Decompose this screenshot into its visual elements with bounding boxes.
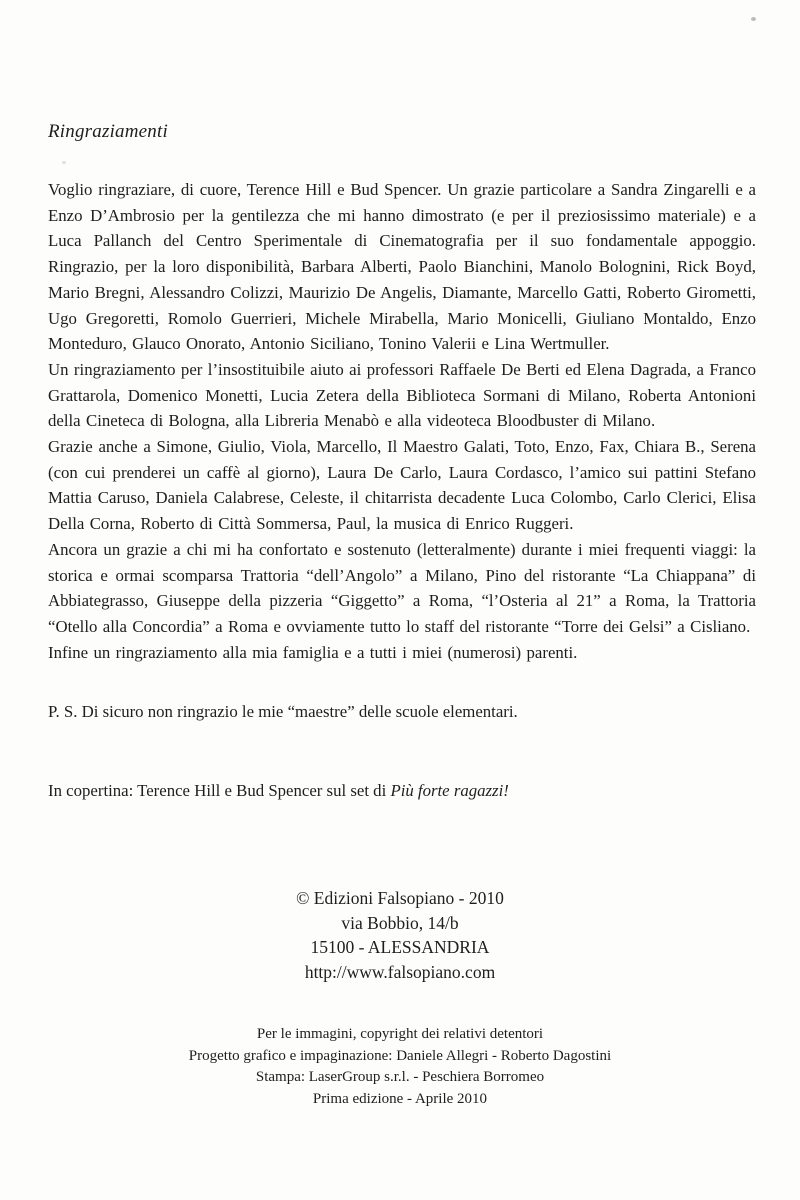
publisher-line-copyright: © Edizioni Falsopiano - 2010: [296, 888, 504, 908]
colophon-block: [0, 1024, 800, 1110]
paragraph-thanks-restaurants: Ancora un grazie a chi mi ha confortato e sostenuto (letteralmente) durante i miei frequenti viaggi: la storica e ormai scomparsa Trattoria “dell’Angolo” a Milano, Pino del ristorante “La Chiappana” di Abbiategrasso, Giuseppe della pizzeria “Giggetto” a Roma, “l’Osteria al 21” a Roma, la Trattoria “Otello alla Concordia” a Roma e ovviamente tutto lo staff del ristorante “Torre dei Gelsi” a Cisliano.: [48, 539, 756, 636]
scan-speck-faint: [62, 161, 66, 164]
scan-speck: [751, 17, 756, 21]
postscript-line: P. S. Di sicuro non ringrazio le mie “maestre” delle scuole elementari.: [48, 702, 518, 721]
cover-credit-text: In copertina: Terence Hill e Bud Spencer sul set di: [48, 781, 391, 800]
acknowledgments-body: [48, 177, 756, 665]
cover-credit-line: [48, 781, 756, 801]
publisher-line-city: 15100 - ALESSANDRIA: [310, 937, 490, 957]
colophon-line-printer: Stampa: LaserGroup s.r.l. - Peschiera Borromeo: [255, 1069, 545, 1085]
paragraph-thanks-main: Voglio ringraziare, di cuore, Terence Hill e Bud Spencer. Un grazie particolare a Sandra Zingarelli e a Enzo D’Ambrosio per la gentilezza che mi hanno dimostrato (e per il preziosissimo materiale) e a Luca Pallanch del Centro Sperimentale di Cinematografia per il suo fondamentale appoggio. Ringrazio, per la loro disponibilità, Barbara Alberti, Paolo Bianchini, Manolo Bolognini, Rick Boyd, Mario Bregni, Alessandro Colizzi, Maurizio De Angelis, Diamante, Marcello Gatti, Roberto Girometti, Ugo Gregoretti, Romolo Guerrieri, Michele Mirabella, Mario Monicelli, Giuliano Montaldo, Enzo Monteduro, Glauco Onorato, Antonio Siciliano, Tonino Valerii e Lina Wertmuller.: [48, 180, 756, 354]
publisher-block: [0, 886, 800, 984]
colophon-line-design: Progetto grafico e impaginazione: Daniele Allegri - Roberto Dagostini: [188, 1047, 612, 1064]
colophon-line-images: Per le immagini, copyright dei relativi detentori: [256, 1026, 544, 1042]
publisher-line-url: http://www.falsopiano.com: [304, 961, 496, 982]
paragraph-thanks-family: Infine un ringraziamento alla mia famiglia e a tutti i miei (numerosi) parenti.: [48, 642, 578, 662]
paragraph-thanks-friends: Grazie anche a Simone, Giulio, Viola, Marcello, Il Maestro Galati, Toto, Enzo, Fax, Chiara B., Serena (con cui prenderei un caffè al giorno), Laura De Carlo, Laura Cordasco, l’amico sui pattini Stefano Mattia Caruso, Daniela Calabrese, Celeste, il chitarrista decadente Luca Colombo, Carlo Clerici, Elisa Della Corna, Roberto di Città Sommersa, Paul, la musica di Enrico Ruggeri.: [48, 437, 756, 534]
publisher-line-address: via Bobbio, 14/b: [341, 912, 459, 933]
film-title: Più forte ragazzi!: [390, 781, 509, 800]
page-title: Ringraziamenti: [48, 121, 168, 142]
paragraph-thanks-professors: Un ringraziamento per l’insostituibile aiuto ai professori Raffaele De Berti ed Elena Dagrada, a Franco Grattarola, Domenico Monetti, Lucia Zetera della Biblioteca Sormani di Milano, Roberta Antonioni della Cineteca di Bologna, alla Libreria Menabò e alla videoteca Bloodbuster di Milano.: [48, 359, 756, 431]
colophon-line-edition: Prima edizione - Aprile 2010: [312, 1090, 488, 1107]
